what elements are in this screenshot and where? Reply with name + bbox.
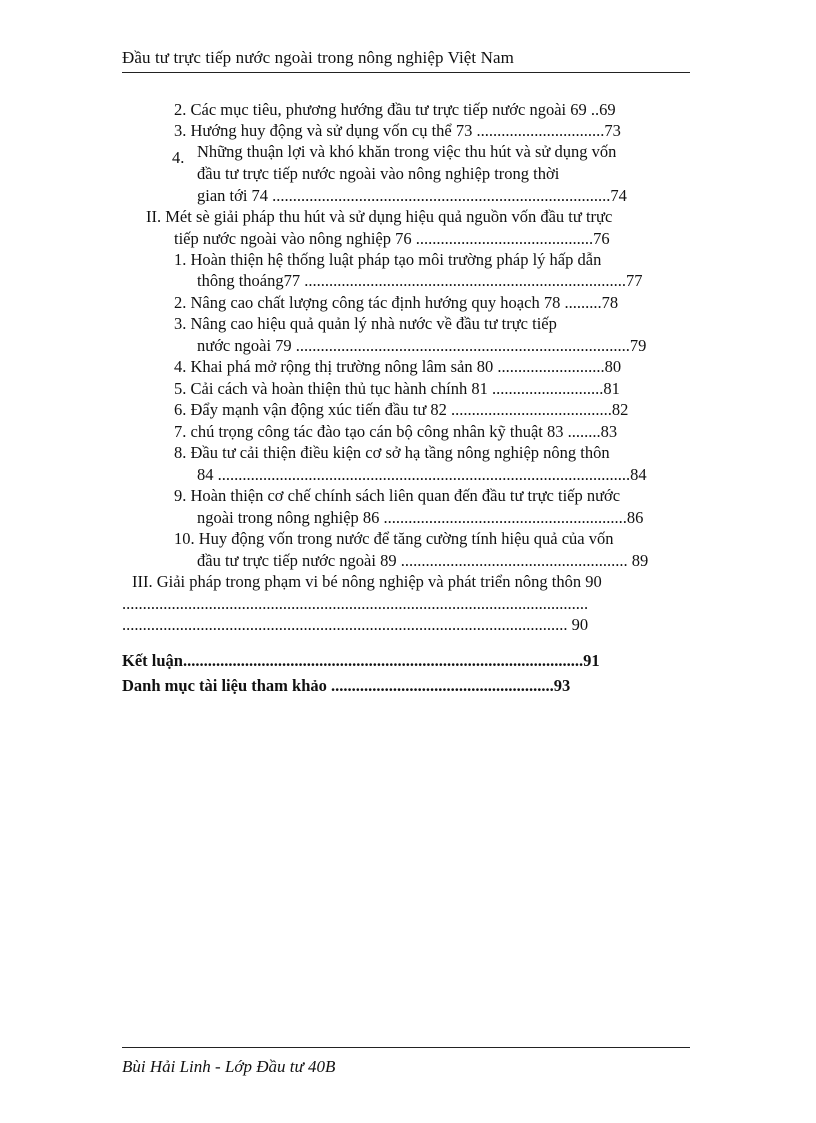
toc-entry: tiếp nước ngoài vào nông nghiệp 76 ...........................................76: [174, 229, 610, 248]
toc-section: III. Giải pháp trong phạm vi bé nông nghiệp và phát triển nông thôn 90: [132, 572, 602, 591]
toc-entry: 2. Các mục tiêu, phương hướng đầu tư trực tiếp nước ngoài 69 ..69: [174, 100, 616, 119]
toc-entry: thông thoáng77 ..............................................................................77: [197, 271, 643, 290]
toc-entry: 6. Đẩy mạnh vận động xúc tiến đầu tư 82 .......................................82: [174, 400, 629, 419]
running-header: Đầu tư trực tiếp nước ngoài trong nông nghiệp Việt Nam: [122, 48, 690, 73]
toc-entry: gian tới 74 ..................................................................................74: [197, 186, 627, 205]
footer-divider: [122, 1047, 690, 1048]
running-footer: Bùi Hải Linh - Lớp Đầu tư 40B: [122, 1057, 336, 1076]
toc-entry: 7. chú trọng công tác đào tạo cán bộ công nhân kỹ thuật 83 ........83: [174, 422, 618, 441]
toc-entry: Những thuận lợi và khó khăn trong việc thu hút và sử dụng vốn: [197, 142, 617, 161]
toc-entry: 3. Hướng huy động và sử dụng vốn cụ thể 73 ...............................73: [174, 121, 621, 140]
toc-conclusion: Kết luận.................................................................................................91: [122, 651, 600, 670]
toc-leader: ............................................................................................................ 90: [122, 615, 589, 634]
toc-entry: ngoài trong nông nghiệp 86 ...........................................................86: [197, 508, 644, 527]
toc-section: II. Mét sè giải pháp thu hút và sử dụng hiệu quả nguồn vốn đầu tư trực: [146, 207, 613, 226]
toc-references: Danh mục tài liệu tham khảo ......................................................93: [122, 676, 571, 695]
toc-entry: 8. Đầu tư cải thiện điều kiện cơ sở hạ tầng nông nghiệp nông thôn: [174, 443, 610, 462]
toc-entry-number: 4.: [172, 148, 185, 167]
toc-leader: .................................................................................................................: [122, 594, 589, 613]
toc-entry: 2. Nâng cao chất lượng công tác định hướng quy hoạch 78 .........78: [174, 293, 619, 312]
toc-entry: 3. Nâng cao hiệu quả quản lý nhà nước về đầu tư trực tiếp: [174, 314, 557, 333]
toc-entry: đầu tư trực tiếp nước ngoài 89 ....................................................... 89: [197, 551, 649, 570]
toc-entry: 1. Hoàn thiện hệ thống luật pháp tạo môi trường pháp lý hấp dẫn: [174, 250, 602, 269]
toc-entry: nước ngoài 79 .................................................................................79: [197, 336, 647, 355]
toc-entry: 10. Huy động vốn trong nước để tăng cường tính hiệu quả của vốn: [174, 529, 614, 548]
toc-entry: đầu tư trực tiếp nước ngoài vào nông nghiệp trong thời: [197, 164, 560, 183]
toc-entry: 9. Hoàn thiện cơ chế chính sách liên quan đến đầu tư trực tiếp nước: [174, 486, 621, 505]
toc-entry: 5. Cải cách và hoàn thiện thủ tục hành chính 81 ...........................81: [174, 379, 620, 398]
toc-entry: 84 ....................................................................................................84: [197, 465, 647, 484]
toc-entry: 4. Khai phá mở rộng thị trường nông lâm sản 80 ..........................80: [174, 357, 622, 376]
